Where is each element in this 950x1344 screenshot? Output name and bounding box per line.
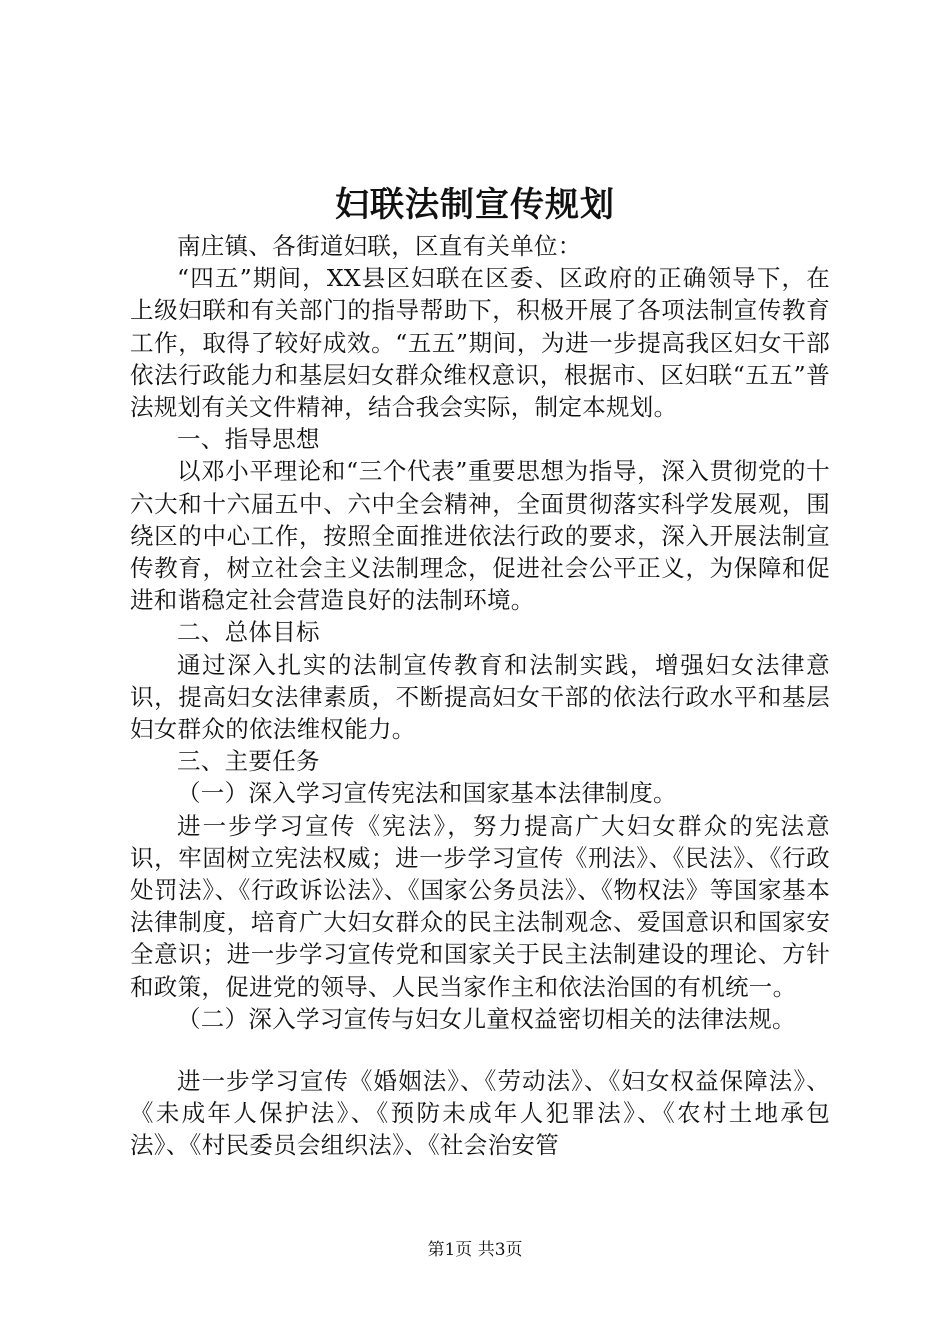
salutation: 南庄镇、各街道妇联，区直有关单位： xyxy=(177,232,582,260)
section-heading-main-tasks: 三、主要任务 xyxy=(177,747,320,776)
section-heading-guiding-ideology: 一、指导思想 xyxy=(177,425,320,454)
section-heading-overall-goal: 二、总体目标 xyxy=(177,618,320,647)
page-title: 妇联法制宣传规划 xyxy=(335,185,615,225)
overall-goal-paragraph: 通过深入扎实的法制宣传教育和法制实践，增强妇女法律意识，提高妇女法律素质，不断提高妇女干部的依法行政水平和基层妇女群众的依法维权能力。 xyxy=(130,650,830,744)
document-body xyxy=(130,230,830,1162)
page-number-footer: 第1页 共3页 xyxy=(427,1240,523,1260)
task-2-paragraph: 进一步学习宣传《婚姻法》、《劳动法》、《妇女权益保障法》、《未成年人保护法》、《预防未成年人犯罪法》、《农村土地承包法》、《村民委员会组织法》、《社会治安管 xyxy=(130,1067,830,1160)
subheading-task-1: （一）深入学习宣传宪法和国家基本法律制度。 xyxy=(177,779,677,808)
intro-paragraph: “四五”期间，XX县区妇联在区委、区政府的正确领导下，在上级妇联和有关部门的指导帮助下，积极开展了各项法制宣传教育工作，取得了较好成效。“五五”期间，为进一步提高我区妇女干部依法行政能力和基层妇女群众维权意识，根据市、区妇联“五五”普法规划有关文件精神，结合我会实际，制定本规划。 xyxy=(130,264,830,422)
task-1-paragraph: 进一步学习宣传《宪法》，努力提高广大妇女群众的宪法意识，牢固树立宪法权威；进一步学习宣传《刑法》、《民法》、《行政处罚法》、《行政诉讼法》、《国家公务员法》、《物权法》等国家基本法律制度，培育广大妇女群众的民主法制观念、爱国意识和国家安全意识；进一步学习宣传党和国家关于民主法制建设的理论、方针和政策，促进党的领导、人民当家作主和依法治国的有机统一。 xyxy=(130,811,830,1001)
subheading-task-2: （二）深入学习宣传与妇女儿童权益密切相关的法律法规。 xyxy=(177,1004,796,1033)
guiding-ideology-paragraph: 以邓小平理论和“三个代表”重要思想为指导，深入贯彻党的十六大和十六届五中、六中全会精神，全面贯彻落实科学发展观，围绕区的中心工作，按照全面推进依法行政的要求，深入开展法制宣传教育，树立社会主义法制理念，促进社会公平正义，为保障和促进和谐稳定社会营造良好的法制环境。 xyxy=(130,457,830,615)
